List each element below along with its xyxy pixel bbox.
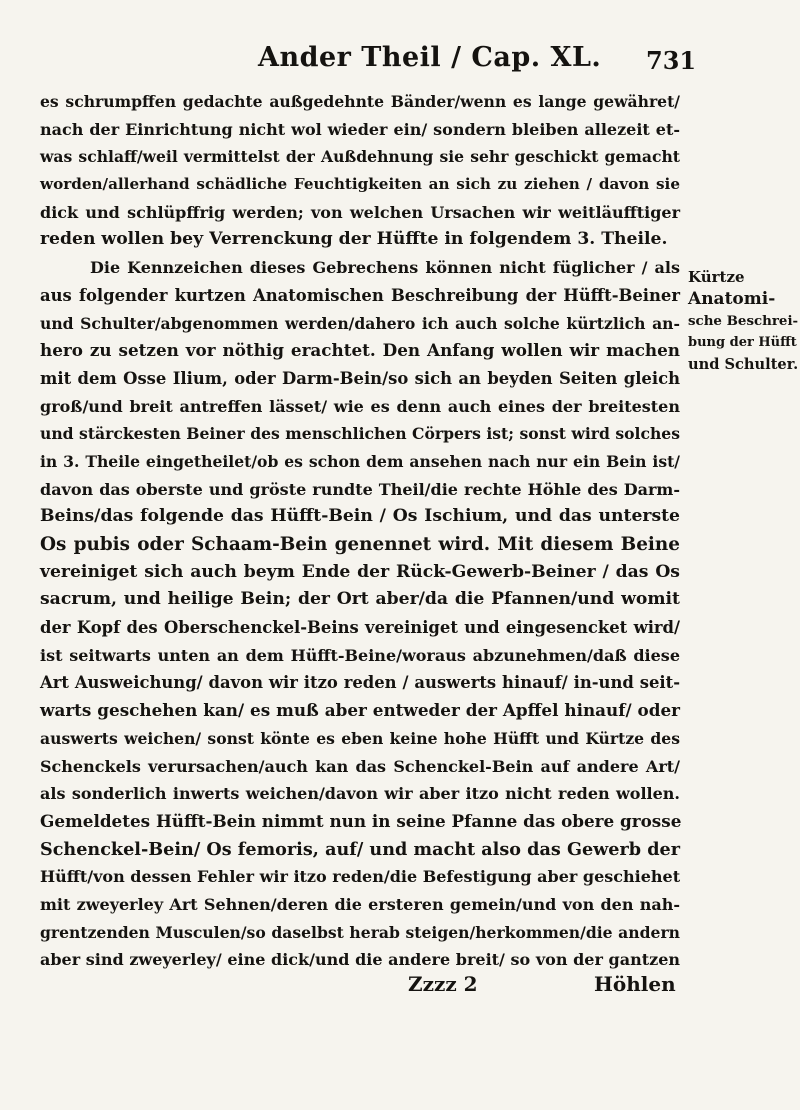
text-line: Os pubis oder Schaam-Bein genennet wird. Mit diesem Beine: [40, 534, 680, 555]
text-line: Schenckel-Bein/ Os femoris, auf/ und macht also das Gewerb der: [40, 838, 680, 860]
text-line: mit zweyerley Art Sehnen/deren die ersteren gemein/und von den nah-: [40, 894, 680, 914]
text-line: Hüfft/von dessen Fehler wir itzo reden/die Befestigung aber geschiehet: [40, 867, 681, 887]
text-line: Die Kennzeichen dieses Gebrechens können nicht füglicher / als: [90, 258, 680, 278]
page-footer: [0, 972, 800, 1002]
text-line: aus folgender kurtzen Anatomischen Beschreibung der Hüfft-Beiner: [40, 285, 680, 305]
text-line: Art Ausweichung/ davon wir itzo reden / auswerts hinauf/ in-und seit-: [40, 673, 680, 693]
margin-note-line: sche Beschrei-: [688, 313, 799, 329]
running-head: Ander Theil / Cap. XL.: [258, 42, 602, 73]
text-line: was schlaff/weil vermittelst der Außdehnung sie sehr geschickt gemacht: [40, 147, 680, 167]
text-line: sacrum, und heilige Bein; der Ort aber/da die Pfannen/und womit: [40, 589, 680, 610]
text-line: als sonderlich inwerts weichen/davon wir aber itzo nicht reden wollen.: [40, 784, 680, 804]
page-header: [0, 42, 800, 82]
margin-note-line: Anatomi-: [688, 289, 776, 309]
text-line: Gemeldetes Hüfft-Bein nimmt nun in seine Pfanne das obere grosse: [40, 810, 682, 831]
text-line: reden wollen bey Verrenckung der Hüffte in folgendem 3. Theile.: [40, 229, 668, 250]
text-line: in 3. Theile eingetheilet/ob es schon dem ansehen nach nur ein Bein ist/: [40, 451, 680, 471]
margin-note-line: Kürtze: [688, 268, 745, 286]
text-line: vereiniget sich auch beym Ende der Rück-Gewerb-Beiner / das Os: [40, 561, 680, 582]
text-line: der Kopf des Oberschenckel-Beins vereiniget und eingesencket wird/: [40, 618, 680, 638]
text-line: auswerts weichen/ sonst könte es eben keine hohe Hüfft und Kürtze des: [40, 728, 680, 748]
catchword: Höhlen: [594, 972, 676, 996]
text-line: hero zu setzen vor nöthig erachtet. Den Anfang wollen wir machen: [40, 340, 680, 361]
page-number: 731: [646, 46, 697, 75]
margin-note: [688, 266, 798, 376]
margin-note-line: und Schulter.: [688, 356, 799, 373]
text-line: nach der Einrichtung nicht wol wieder ein/ sondern bleiben allezeit et-: [40, 119, 680, 139]
text-line: mit dem Osse Ilium, oder Darm-Bein/so sich an beyden Seiten gleich: [40, 368, 680, 388]
text-line: groß/und breit antreffen lässet/ wie es denn auch eines der breitesten: [40, 396, 680, 416]
text-line: ist seitwarts unten an dem Hüfft-Beine/woraus abzunehmen/daß diese: [40, 645, 680, 665]
text-line: warts geschehen kan/ es muß aber entweder der Apffel hinauf/ oder: [40, 700, 680, 721]
text-line: Schenckels verursachen/auch kan das Schenckel-Bein auf andere Art/: [40, 756, 680, 776]
text-line: davon das oberste und gröste rundte Theil/die rechte Höhle des Darm-: [40, 479, 680, 499]
margin-note-line: bung der Hüfft: [688, 335, 797, 350]
text-line: dick und schlüpffrig werden; von welchen Ursachen wir weitläufftiger: [40, 202, 680, 222]
text-line: Beins/das folgende das Hüfft-Bein / Os Ischium, und das unterste: [40, 506, 680, 527]
text-line: grentzenden Musculen/so daselbst herab steigen/herkommen/die andern: [40, 922, 680, 942]
text-line: es schrumpffen gedachte außgedehnte Bänder/wenn es lange gewähret/: [40, 92, 680, 111]
signature-mark: Zzzz 2: [408, 972, 478, 996]
text-line: und Schulter/abgenommen werden/dahero ich auch solche kürtzlich an-: [40, 313, 680, 333]
text-line: aber sind zweyerley/ eine dick/und die andere breit/ so von der gantzen: [40, 950, 680, 970]
text-line: und stärckesten Beiner des menschlichen Cörpers ist; sonst wird solches: [40, 424, 680, 444]
text-line: worden/allerhand schädliche Feuchtigkeiten an sich zu ziehen / davon sie: [40, 175, 680, 194]
body-text: [40, 88, 680, 974]
